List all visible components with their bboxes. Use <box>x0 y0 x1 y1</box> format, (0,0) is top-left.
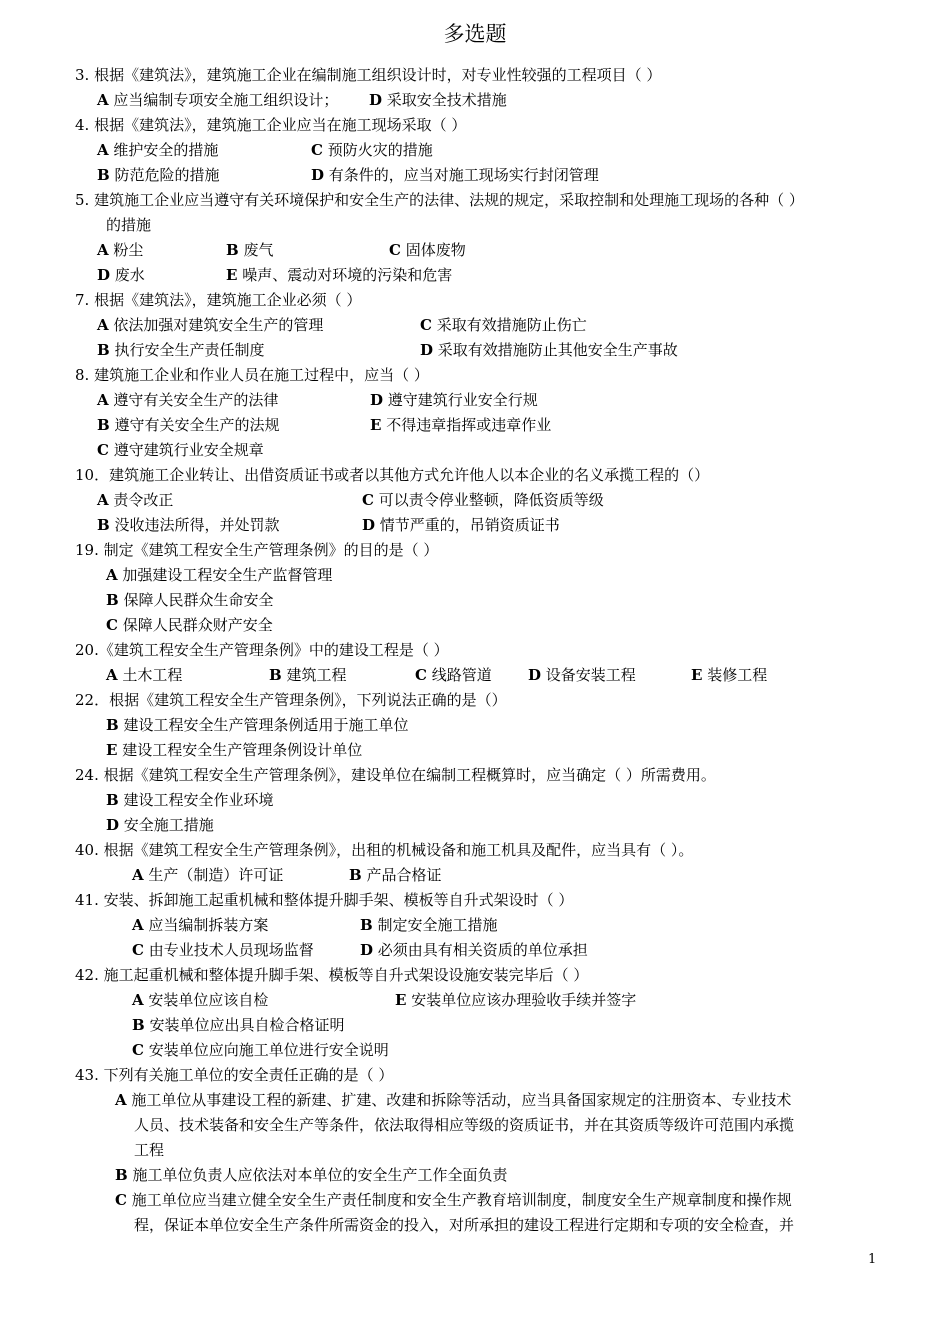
option-text: 安装单位应该自检 <box>143 991 269 1009</box>
page-number: 1 <box>868 1252 877 1267</box>
option-letter: A <box>97 91 109 109</box>
option-letter: B <box>97 166 110 184</box>
option-letter: B <box>132 1016 145 1034</box>
option-letter: C <box>106 616 118 634</box>
option-letter: B <box>97 416 110 434</box>
answer-option <box>362 513 560 538</box>
option-text: 土木工程 <box>117 666 183 684</box>
option-letter: D <box>528 666 542 684</box>
option-text: 制定安全施工措施 <box>372 916 498 934</box>
question-text: 人员、技术装备和安全生产等条件，依法取得相应等级的资质证书，并在其资质等级许可范围内承揽 <box>134 1116 795 1134</box>
answer-option <box>349 863 441 888</box>
option-text: 有条件的，应当对施工现场实行封闭管理 <box>324 166 599 184</box>
option-letter: B <box>349 866 362 884</box>
question-text: 42. 施工起重机械和整体提升脚手架、模板等自升式架设设施安装完毕后（ ） <box>75 966 589 984</box>
question-text: 19. 制定《建筑工程安全生产管理条例》的目的是（ ） <box>75 541 439 559</box>
question-text: 程，保证本单位安全生产条件所需资金的投入，对所承担的建设工程进行定期和专项的安全检查，并 <box>134 1216 795 1234</box>
option-text: 建设工程安全生产管理条例适用于施工单位 <box>118 716 409 734</box>
option-text: 装修工程 <box>702 666 768 684</box>
option-text: 安装单位应出具自检合格证明 <box>144 1016 345 1034</box>
answer-option <box>97 238 143 263</box>
question-text: 5. 建筑施工企业应当遵守有关环境保护和安全生产的法律、法规的规定，采取控制和处理施工现场的各种（ ） <box>75 191 804 209</box>
option-letter: B <box>97 341 110 359</box>
option-letter: E <box>370 416 382 434</box>
option-text: 应当编制专项安全施工组织设计； <box>108 91 339 109</box>
answer-option <box>360 938 588 963</box>
answer-option <box>106 713 408 738</box>
answer-option <box>97 263 145 288</box>
answer-option <box>691 663 767 688</box>
option-letter: C <box>97 441 109 459</box>
option-text: 可以责令停业整顿，降低资质等级 <box>373 491 604 509</box>
option-text: 产品合格证 <box>361 866 442 884</box>
option-text: 采取安全技术措施 <box>382 91 507 109</box>
answer-option <box>132 988 268 1013</box>
answer-option <box>420 313 587 338</box>
option-text: 噪声、震动对环境的污染和危害 <box>237 266 453 284</box>
answer-option <box>97 338 264 363</box>
option-letter: D <box>311 166 325 184</box>
option-text: 责令改正 <box>108 491 174 509</box>
answer-option <box>415 663 492 688</box>
option-letter: A <box>97 391 109 409</box>
answer-option <box>132 913 268 938</box>
option-letter: E <box>691 666 703 684</box>
option-text: 安全施工措施 <box>119 816 214 834</box>
option-text: 维护安全的措施 <box>108 141 219 159</box>
answer-option <box>132 938 314 963</box>
question-text: 41. 安装、拆卸施工起重机械和整体提升脚手架、模板等自升式架设时（ ） <box>75 891 574 909</box>
answer-option <box>226 238 273 263</box>
option-letter: D <box>106 816 120 834</box>
option-text: 安装单位应该办理验收手续并签字 <box>406 991 637 1009</box>
answer-option <box>106 663 182 688</box>
answer-option <box>226 263 452 288</box>
answer-option <box>132 863 283 888</box>
question-text: 40. 根据《建筑工程安全生产管理条例》，出租的机械设备和施工机具及配件，应当具有（ ）。 <box>75 841 694 859</box>
option-text: 废水 <box>110 266 145 284</box>
answer-option <box>97 513 279 538</box>
option-text: 依法加强对建筑安全生产的管理 <box>108 316 324 334</box>
question-text: 43. 下列有关施工单位的安全责任正确的是（ ） <box>75 1066 394 1084</box>
option-letter: A <box>97 316 109 334</box>
option-letter: C <box>132 1041 144 1059</box>
question-text: 3. 根据《建筑法》，建筑施工企业在编制施工组织设计时，对专业性较强的工程项目（ ） <box>75 66 662 84</box>
option-text: 安装单位应向施工单位进行安全说明 <box>143 1041 389 1059</box>
answer-option <box>97 163 219 188</box>
answer-option <box>106 588 273 613</box>
option-letter: A <box>115 1091 127 1109</box>
answer-option <box>106 613 273 638</box>
answer-option <box>97 413 279 438</box>
answer-option <box>115 1163 507 1188</box>
answer-option <box>106 788 273 813</box>
answer-option <box>97 313 323 338</box>
option-letter: B <box>226 241 239 259</box>
option-text: 线路管道 <box>426 666 492 684</box>
answer-option <box>97 138 218 163</box>
option-text: 建筑工程 <box>281 666 347 684</box>
answer-option <box>389 238 466 263</box>
option-text: 防范危险的措施 <box>109 166 220 184</box>
option-letter: B <box>106 791 119 809</box>
option-text: 预防火灾的措施 <box>322 141 433 159</box>
question-text: 7. 根据《建筑法》，建筑施工企业必须（ ） <box>75 291 362 309</box>
option-letter: A <box>97 241 109 259</box>
option-letter: E <box>395 991 407 1009</box>
option-letter: C <box>132 941 144 959</box>
option-text: 生产（制造）许可证 <box>143 866 284 884</box>
answer-option <box>132 1013 344 1038</box>
option-text: 没收违法所得，并处罚款 <box>109 516 280 534</box>
answer-option <box>269 663 346 688</box>
question-text: 工程 <box>134 1141 165 1159</box>
answer-option <box>132 1038 389 1063</box>
answer-option <box>370 388 538 413</box>
option-letter: B <box>269 666 282 684</box>
option-text: 由专业技术人员现场监督 <box>143 941 314 959</box>
option-letter: A <box>132 991 144 1009</box>
answer-option <box>420 338 678 363</box>
answer-option <box>311 138 433 163</box>
answer-option <box>370 413 551 438</box>
option-text: 情节严重的，吊销资质证书 <box>375 516 560 534</box>
question-text: 20.《建筑工程安全生产管理条例》中的建设工程是（ ） <box>75 641 449 659</box>
answer-option <box>360 913 497 938</box>
option-text: 不得违章指挥或违章作业 <box>381 416 552 434</box>
option-letter: A <box>132 866 144 884</box>
option-text: 遵守建筑行业安全规章 <box>108 441 264 459</box>
option-letter: B <box>106 716 119 734</box>
question-text: 24. 根据《建筑工程安全生产管理条例》，建设单位在编制工程概算时，应当确定（ ）所需费用。 <box>75 766 716 784</box>
page-title: 多选题 <box>443 22 507 46</box>
option-text: 必须由具有相关资质的单位承担 <box>373 941 588 959</box>
question-text: 的措施 <box>106 216 152 234</box>
option-letter: A <box>97 141 109 159</box>
option-letter: E <box>106 741 118 759</box>
option-text: 采取有效措施防止其他安全生产事故 <box>433 341 678 359</box>
answer-option <box>362 488 604 513</box>
option-letter: D <box>369 91 383 109</box>
option-letter: D <box>370 391 384 409</box>
option-letter: B <box>97 516 110 534</box>
option-letter: A <box>132 916 144 934</box>
option-text: 应当编制拆装方案 <box>143 916 269 934</box>
answer-option <box>106 563 332 588</box>
option-text: 固体废物 <box>400 241 466 259</box>
option-letter: A <box>97 491 109 509</box>
option-text: 保障人民群众财产安全 <box>117 616 273 634</box>
option-text: 施工单位负责人应依法对本单位的安全生产工作全面负责 <box>127 1166 508 1184</box>
option-text: 加强建设工程安全生产监督管理 <box>117 566 333 584</box>
option-text: 建设工程安全生产管理条例设计单位 <box>117 741 363 759</box>
option-letter: B <box>360 916 373 934</box>
option-letter: B <box>106 591 119 609</box>
option-letter: B <box>115 1166 128 1184</box>
option-text: 粉尘 <box>108 241 144 259</box>
option-letter: C <box>389 241 401 259</box>
option-letter: D <box>360 941 374 959</box>
option-letter: C <box>415 666 427 684</box>
answer-option <box>97 88 338 113</box>
option-text: 遵守有关安全生产的法律 <box>108 391 279 409</box>
answer-option <box>97 438 264 463</box>
option-letter: D <box>420 341 434 359</box>
option-letter: C <box>311 141 323 159</box>
option-text: 施工单位从事建设工程的新建、扩建、改建和拆除等活动，应当具备国家规定的注册资本、专业技术 <box>126 1091 792 1109</box>
option-letter: E <box>226 266 238 284</box>
answer-option <box>311 163 599 188</box>
answer-option <box>97 488 173 513</box>
answer-option <box>115 1188 792 1213</box>
question-text: 4. 根据《建筑法》，建筑施工企业应当在施工现场采取（ ） <box>75 116 467 134</box>
answer-option <box>528 663 636 688</box>
option-text: 废气 <box>238 241 274 259</box>
option-letter: D <box>97 266 111 284</box>
answer-option <box>106 813 214 838</box>
option-letter: A <box>106 666 118 684</box>
option-text: 保障人民群众生命安全 <box>118 591 274 609</box>
answer-option <box>369 88 507 113</box>
option-letter: C <box>362 491 374 509</box>
question-text: 22．根据《建筑工程安全生产管理条例》，下列说法正确的是（） <box>75 691 507 709</box>
answer-option <box>115 1088 791 1113</box>
option-letter: C <box>420 316 432 334</box>
answer-option <box>395 988 636 1013</box>
option-text: 施工单位应当建立健全安全生产责任制度和安全生产教育培训制度，制度安全生产规章制度和操作规 <box>126 1191 792 1209</box>
option-letter: D <box>362 516 376 534</box>
option-letter: C <box>115 1191 127 1209</box>
option-text: 建设工程安全作业环境 <box>118 791 274 809</box>
option-text: 遵守建筑行业安全行规 <box>383 391 538 409</box>
option-text: 采取有效措施防止伤亡 <box>431 316 587 334</box>
question-text: 10．建筑施工企业转让、出借资质证书或者以其他方式允许他人以本企业的名义承揽工程的（） <box>75 466 710 484</box>
option-text: 设备安装工程 <box>541 666 636 684</box>
option-text: 遵守有关安全生产的法规 <box>109 416 280 434</box>
option-text: 执行安全生产责任制度 <box>109 341 265 359</box>
answer-option <box>106 738 362 763</box>
question-text: 8. 建筑施工企业和作业人员在施工过程中，应当（ ） <box>75 366 429 384</box>
answer-option <box>97 388 278 413</box>
option-letter: A <box>106 566 118 584</box>
